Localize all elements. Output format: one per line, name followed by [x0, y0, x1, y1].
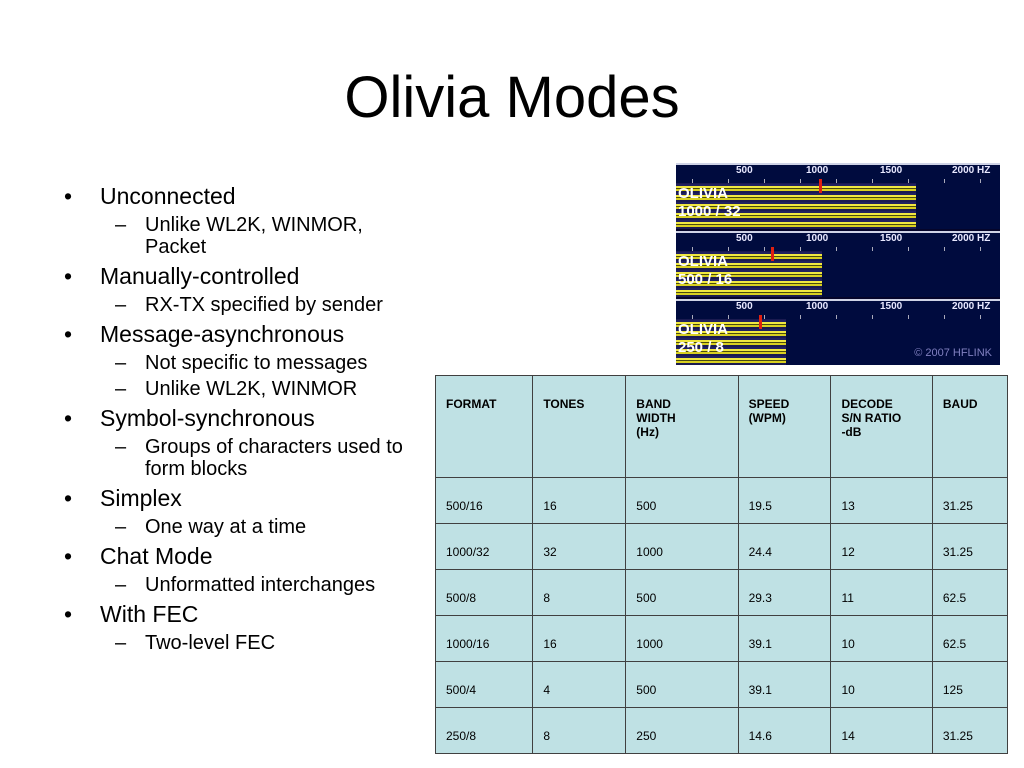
bullet-icon: • — [63, 485, 73, 511]
mode-label — [678, 185, 741, 221]
frequency-label: 1000 — [806, 301, 829, 312]
table-cell: 24.4 — [738, 524, 831, 570]
mode-format: 250 / 8 — [678, 339, 724, 356]
frequency-label: 1500 — [880, 233, 903, 244]
sub-bullet-item — [100, 214, 428, 258]
table-cell: 1000 — [626, 616, 738, 662]
bullet-item — [58, 600, 428, 654]
table-cell: 14.6 — [738, 708, 831, 754]
frequency-label: 1000 — [806, 165, 829, 176]
mode-label — [678, 253, 732, 289]
frequency-scale — [676, 301, 1000, 315]
sub-bullet-list — [100, 632, 428, 654]
sub-bullet-list — [100, 436, 428, 480]
table-cell: 1000 — [626, 524, 738, 570]
mode-label — [678, 321, 728, 357]
table-cell: 31.25 — [932, 708, 1007, 754]
tuning-marker — [759, 315, 762, 329]
mode-name: OLIVIA — [678, 253, 729, 270]
frequency-label: 500 — [736, 233, 753, 244]
sub-bullet-list — [100, 352, 428, 400]
table-cell: 500/4 — [436, 662, 533, 708]
table-cell: 14 — [831, 708, 932, 754]
waterfall-panel — [676, 231, 1000, 297]
sub-bullet-item — [100, 294, 428, 316]
bullet-item — [58, 182, 428, 258]
table-row — [436, 478, 1008, 524]
sub-bullet-item — [100, 436, 428, 480]
table-cell: 32 — [533, 524, 626, 570]
sub-bullet-item — [100, 516, 428, 538]
bullet-item — [58, 262, 428, 316]
mode-name: OLIVIA — [678, 185, 729, 202]
frequency-label: 2000 HZ — [952, 165, 991, 176]
table-header-row — [436, 376, 1008, 478]
table-cell: 1000/16 — [436, 616, 533, 662]
waterfall-panel — [676, 163, 1000, 229]
bullet-item — [58, 542, 428, 596]
bullet-text: Manually-controlled — [100, 263, 300, 289]
dash-icon: – — [115, 214, 127, 236]
table-cell: 1000/32 — [436, 524, 533, 570]
header-line: BAUD — [942, 397, 978, 411]
sub-bullet-text: Unlike WL2K, WINMOR, Packet — [145, 214, 363, 258]
table-header-cell — [436, 376, 533, 478]
table-cell: 62.5 — [932, 570, 1007, 616]
bullet-list — [58, 180, 428, 658]
bullet-text: Unconnected — [100, 183, 236, 209]
table-cell: 12 — [831, 524, 932, 570]
table-row — [436, 524, 1008, 570]
copyright-text: © 2007 HFLINK — [914, 347, 992, 359]
header-line: FORMAT — [446, 397, 497, 411]
bullet-text: Message-asynchronous — [100, 321, 345, 347]
table-row — [436, 570, 1008, 616]
sub-bullet-text: RX-TX specified by sender — [145, 294, 383, 316]
table-cell: 29.3 — [738, 570, 831, 616]
sub-bullet-list — [100, 516, 428, 538]
table-cell: 500/16 — [436, 478, 533, 524]
tuning-marker — [771, 247, 774, 261]
frequency-label: 1500 — [880, 165, 903, 176]
sub-bullet-text: Unformatted interchanges — [145, 574, 376, 596]
table-cell: 500/8 — [436, 570, 533, 616]
sub-bullet-item — [100, 352, 428, 374]
frequency-label: 500 — [736, 301, 753, 312]
table-cell: 16 — [533, 616, 626, 662]
sub-bullet-text: One way at a time — [145, 516, 307, 538]
sub-bullet-text: Groups of characters used to form blocks — [145, 436, 403, 480]
table-cell: 500 — [626, 662, 738, 708]
sub-bullet-item — [100, 574, 428, 596]
header-line: SPEED — [748, 397, 790, 411]
table-row — [436, 662, 1008, 708]
table-cell: 250/8 — [436, 708, 533, 754]
bullet-icon: • — [63, 183, 73, 209]
header-line: BAND — [636, 397, 671, 411]
bullet-icon: • — [63, 321, 73, 347]
dash-icon: – — [115, 516, 127, 538]
sub-bullet-item — [100, 378, 428, 400]
table-row — [436, 708, 1008, 754]
bullet-item — [58, 404, 428, 480]
dash-icon: – — [115, 436, 127, 458]
table-cell: 11 — [831, 570, 932, 616]
table-header-cell — [533, 376, 626, 478]
bullet-icon: • — [63, 601, 73, 627]
header-line: TONES — [543, 397, 585, 411]
modes-table — [435, 375, 1008, 754]
dash-icon: – — [115, 574, 127, 596]
dash-icon: – — [115, 352, 127, 374]
bullet-text: Simplex — [100, 485, 182, 511]
slide-title: Olivia Modes — [344, 65, 680, 130]
frequency-scale — [676, 233, 1000, 247]
header-line: WIDTH — [636, 411, 676, 425]
tuning-marker — [819, 179, 822, 193]
table-cell: 8 — [533, 570, 626, 616]
dash-icon: – — [115, 378, 127, 400]
waterfall-panel — [676, 299, 1000, 365]
table-cell: 39.1 — [738, 662, 831, 708]
table-cell: 500 — [626, 478, 738, 524]
sub-bullet-list — [100, 574, 428, 596]
table-cell: 13 — [831, 478, 932, 524]
bullet-text: Symbol-synchronous — [100, 405, 315, 431]
waterfall-image — [676, 163, 1000, 365]
table-cell: 250 — [626, 708, 738, 754]
frequency-scale — [676, 165, 1000, 179]
frequency-label: 1000 — [806, 233, 829, 244]
table-header-cell — [932, 376, 1007, 478]
bullet-icon: • — [63, 263, 73, 289]
header-line: (WPM) — [748, 411, 786, 425]
table-header-cell — [831, 376, 932, 478]
mode-format: 1000 / 32 — [678, 203, 741, 220]
header-line: -dB — [841, 425, 862, 439]
bullet-item — [58, 484, 428, 538]
table-row — [436, 616, 1008, 662]
sub-bullet-text: Not specific to messages — [145, 352, 368, 374]
header-line: S/N RATIO — [841, 411, 902, 425]
table-cell: 500 — [626, 570, 738, 616]
table-cell: 16 — [533, 478, 626, 524]
dash-icon: – — [115, 632, 127, 654]
table-header-cell — [738, 376, 831, 478]
frequency-label: 500 — [736, 165, 753, 176]
table-cell: 39.1 — [738, 616, 831, 662]
sub-bullet-list — [100, 214, 428, 258]
bullet-item — [58, 320, 428, 400]
sub-bullet-text: Two-level FEC — [145, 632, 276, 654]
frequency-label: 2000 HZ — [952, 301, 991, 312]
table-cell: 4 — [533, 662, 626, 708]
table-cell: 8 — [533, 708, 626, 754]
frequency-label: 2000 HZ — [952, 233, 991, 244]
sub-bullet-text: Unlike WL2K, WINMOR — [145, 378, 358, 400]
mode-name: OLIVIA — [678, 321, 729, 338]
table-cell: 125 — [932, 662, 1007, 708]
table-cell: 62.5 — [932, 616, 1007, 662]
table-cell: 31.25 — [932, 524, 1007, 570]
sub-bullet-list — [100, 294, 428, 316]
bullet-icon: • — [63, 405, 73, 431]
table-header-cell — [626, 376, 738, 478]
table-cell: 19.5 — [738, 478, 831, 524]
dash-icon: – — [115, 294, 127, 316]
table-cell: 10 — [831, 616, 932, 662]
table-cell: 31.25 — [932, 478, 1007, 524]
sub-bullet-item — [100, 632, 428, 654]
frequency-label: 1500 — [880, 301, 903, 312]
table-cell: 10 — [831, 662, 932, 708]
header-line: (Hz) — [636, 425, 659, 439]
header-line: DECODE — [841, 397, 893, 411]
mode-format: 500 / 16 — [678, 271, 733, 288]
bullet-text: With FEC — [100, 601, 199, 627]
bullet-icon: • — [63, 543, 73, 569]
bullet-text: Chat Mode — [100, 543, 213, 569]
